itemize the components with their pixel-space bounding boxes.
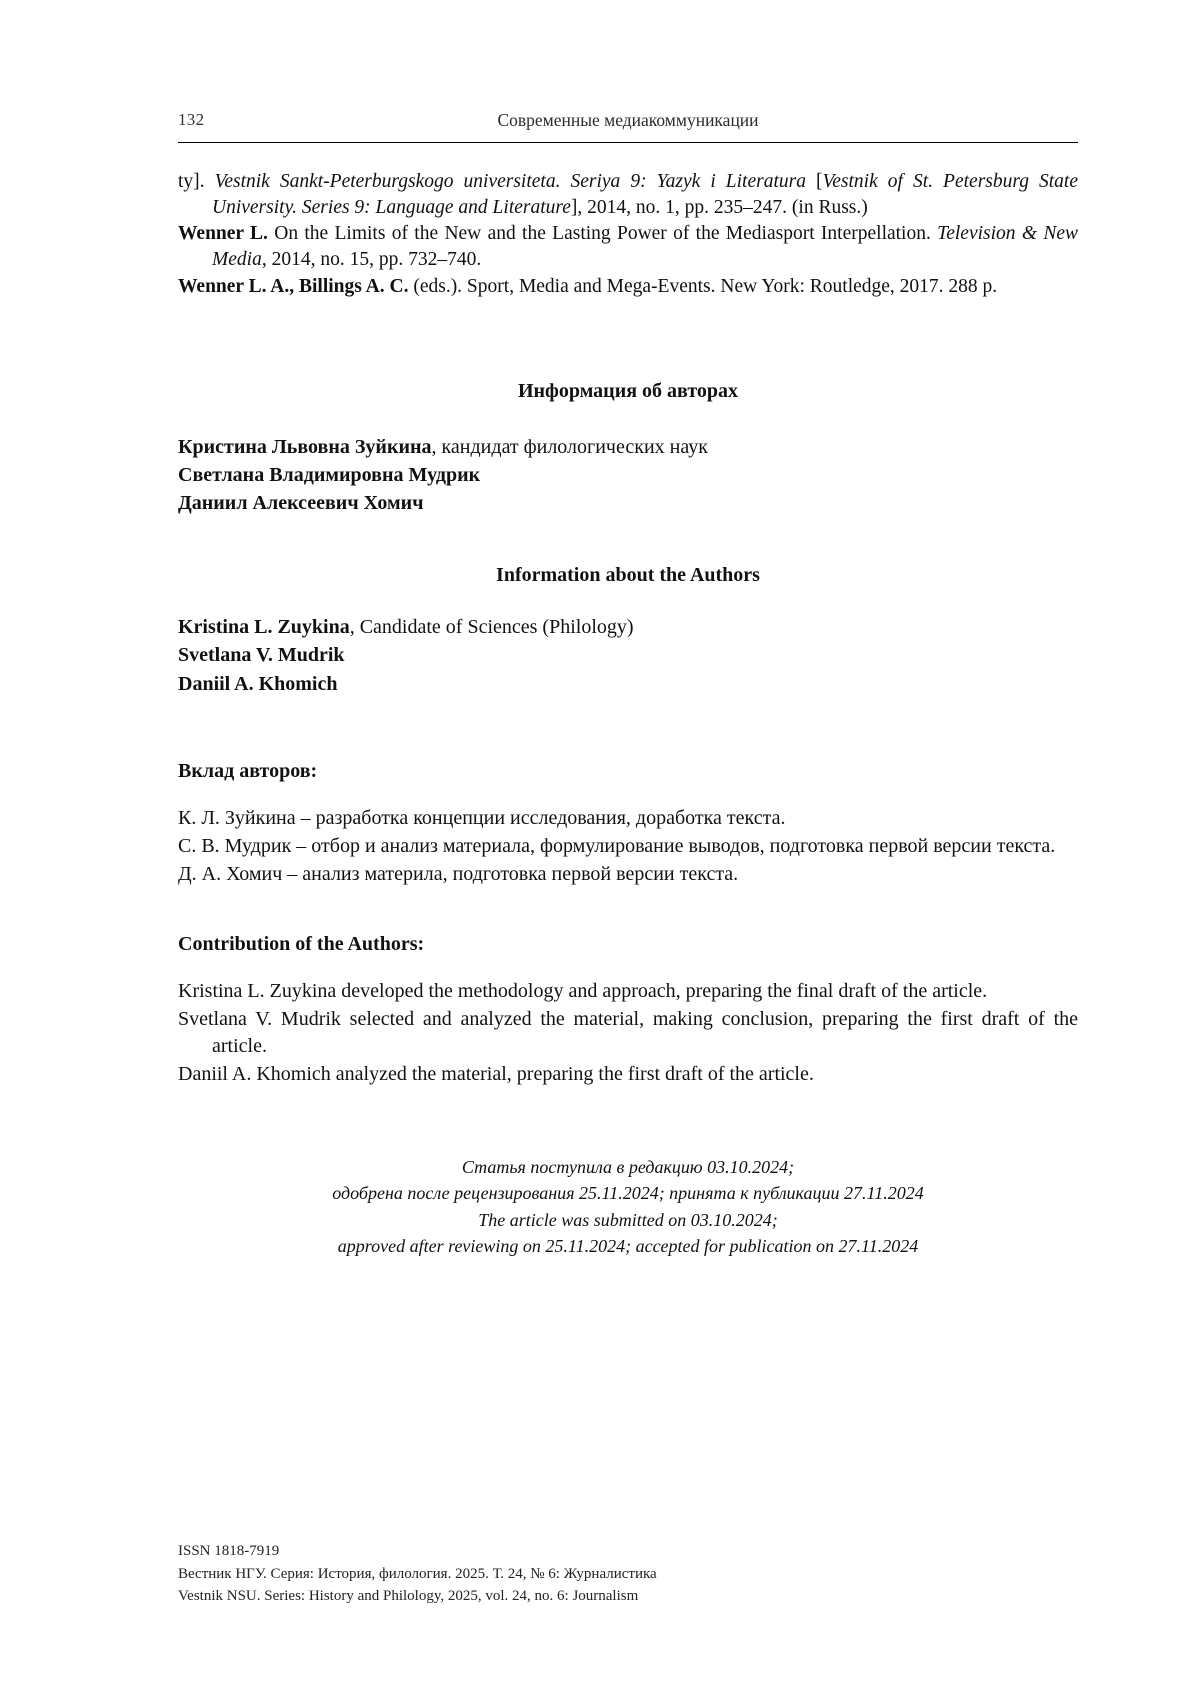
contribution-item: Д. А. Хомич – анализ материла, подготовка первой версии текста. bbox=[178, 863, 739, 886]
contribution-item: К. Л. Зуйкина – разработка концепции исследования, доработка текста. bbox=[178, 807, 786, 830]
reference-item bbox=[178, 169, 1078, 220]
reference-tail: , 2014, no. 15, pp. 732–740. bbox=[261, 249, 482, 271]
author-degree: , Candidate of Sciences (Philology) bbox=[349, 615, 634, 638]
author-entry bbox=[178, 641, 1078, 669]
page-content bbox=[178, 0, 1078, 1259]
contribution-heading-ru: Вклад авторов: bbox=[178, 760, 318, 783]
issn: ISSN 1818-7919 bbox=[178, 1543, 280, 1559]
footer-citation-ru: Вестник НГУ. Серия: История, филология. 2025. Т. 24, № 6: Журналистика bbox=[178, 1565, 657, 1582]
author-name: Кристина Львовна Зуйкина bbox=[178, 435, 432, 458]
contribution-list-ru bbox=[178, 805, 1078, 889]
contribution-item: Kristina L. Zuykina developed the methodology and approach, preparing the final draft of the article. bbox=[178, 979, 988, 1002]
author-name: Светлана Владимировна Мудрик bbox=[178, 464, 481, 487]
reference-list bbox=[178, 169, 1078, 300]
author-entry bbox=[178, 489, 1078, 517]
reference-author: Wenner L. bbox=[178, 223, 268, 245]
contribution-list-en bbox=[178, 978, 1078, 1089]
running-head bbox=[178, 110, 1078, 136]
author-name: Daniil A. Khomich bbox=[178, 672, 338, 695]
reference-author: Wenner L. A., Billings A. C. bbox=[178, 275, 409, 297]
reference-text: On the Limits of the New and the Lasting Power of the Mediasport Interpellation. bbox=[274, 223, 938, 245]
reference-text: ty]. Vestnik Sankt-Peterburgskogo universiteta. Seriya 9: Yazyk i Literatura [Vestnik of St. Petersburg State University. Series 9: Language and Literature], 2014, no. 1, pp. 235–247. (in Russ.) bbox=[178, 171, 1079, 218]
author-entry bbox=[178, 613, 1078, 641]
authors-list-ru bbox=[178, 433, 1078, 518]
author-name: Даниил Алексеевич Хомич bbox=[178, 492, 424, 515]
date-line: approved after reviewing on 25.11.2024; accepted for publication on 27.11.2024 bbox=[337, 1235, 919, 1256]
submission-dates bbox=[178, 1154, 1078, 1258]
reference-item bbox=[178, 274, 1078, 300]
date-line: одобрена после рецензирования 25.11.2024; принята к публикации 27.11.2024 bbox=[332, 1183, 924, 1204]
authors-list-en bbox=[178, 613, 1078, 698]
contribution-heading-en: Contribution of the Authors: bbox=[178, 932, 425, 955]
date-line: Статья поступила в редакцию 03.10.2024; bbox=[461, 1157, 795, 1178]
author-entry bbox=[178, 670, 1078, 698]
author-name: Svetlana V. Mudrik bbox=[178, 644, 345, 667]
date-line: The article was submitted on 03.10.2024; bbox=[478, 1209, 778, 1230]
contribution-item: Daniil A. Khomich analyzed the material, preparing the first draft of the article. bbox=[178, 1063, 814, 1086]
reference-source: Television & New Media bbox=[212, 223, 1078, 271]
running-title: Современные медиакоммуникации bbox=[497, 110, 759, 130]
authors-info-heading-en: Information about the Authors bbox=[496, 563, 760, 586]
footer-citation-en: Vestnik NSU. Series: History and Philology, 2025, vol. 24, no. 6: Journalism bbox=[178, 1588, 639, 1604]
author-entry bbox=[178, 461, 1078, 489]
author-entry bbox=[178, 433, 1078, 461]
header-divider bbox=[178, 142, 1078, 143]
author-degree: , кандидат филологических наук bbox=[431, 435, 708, 458]
contribution-item: Svetlana V. Mudrik selected and analyzed the material, making conclusion, preparing the first draft of the article. bbox=[178, 1007, 1078, 1057]
page-footer bbox=[178, 1540, 1078, 1608]
contribution-item: С. В. Мудрик – отбор и анализ материала, формулирование выводов, подготовка первой версии текста. bbox=[178, 835, 1056, 858]
reference-item bbox=[178, 221, 1078, 272]
authors-info-heading-ru: Информация об авторах bbox=[517, 379, 739, 402]
page-number: 132 bbox=[178, 110, 205, 129]
reference-text: (eds.). Sport, Media and Mega-Events. New York: Routledge, 2017. 288 p. bbox=[413, 275, 998, 297]
author-name: Kristina L. Zuykina bbox=[178, 615, 350, 638]
